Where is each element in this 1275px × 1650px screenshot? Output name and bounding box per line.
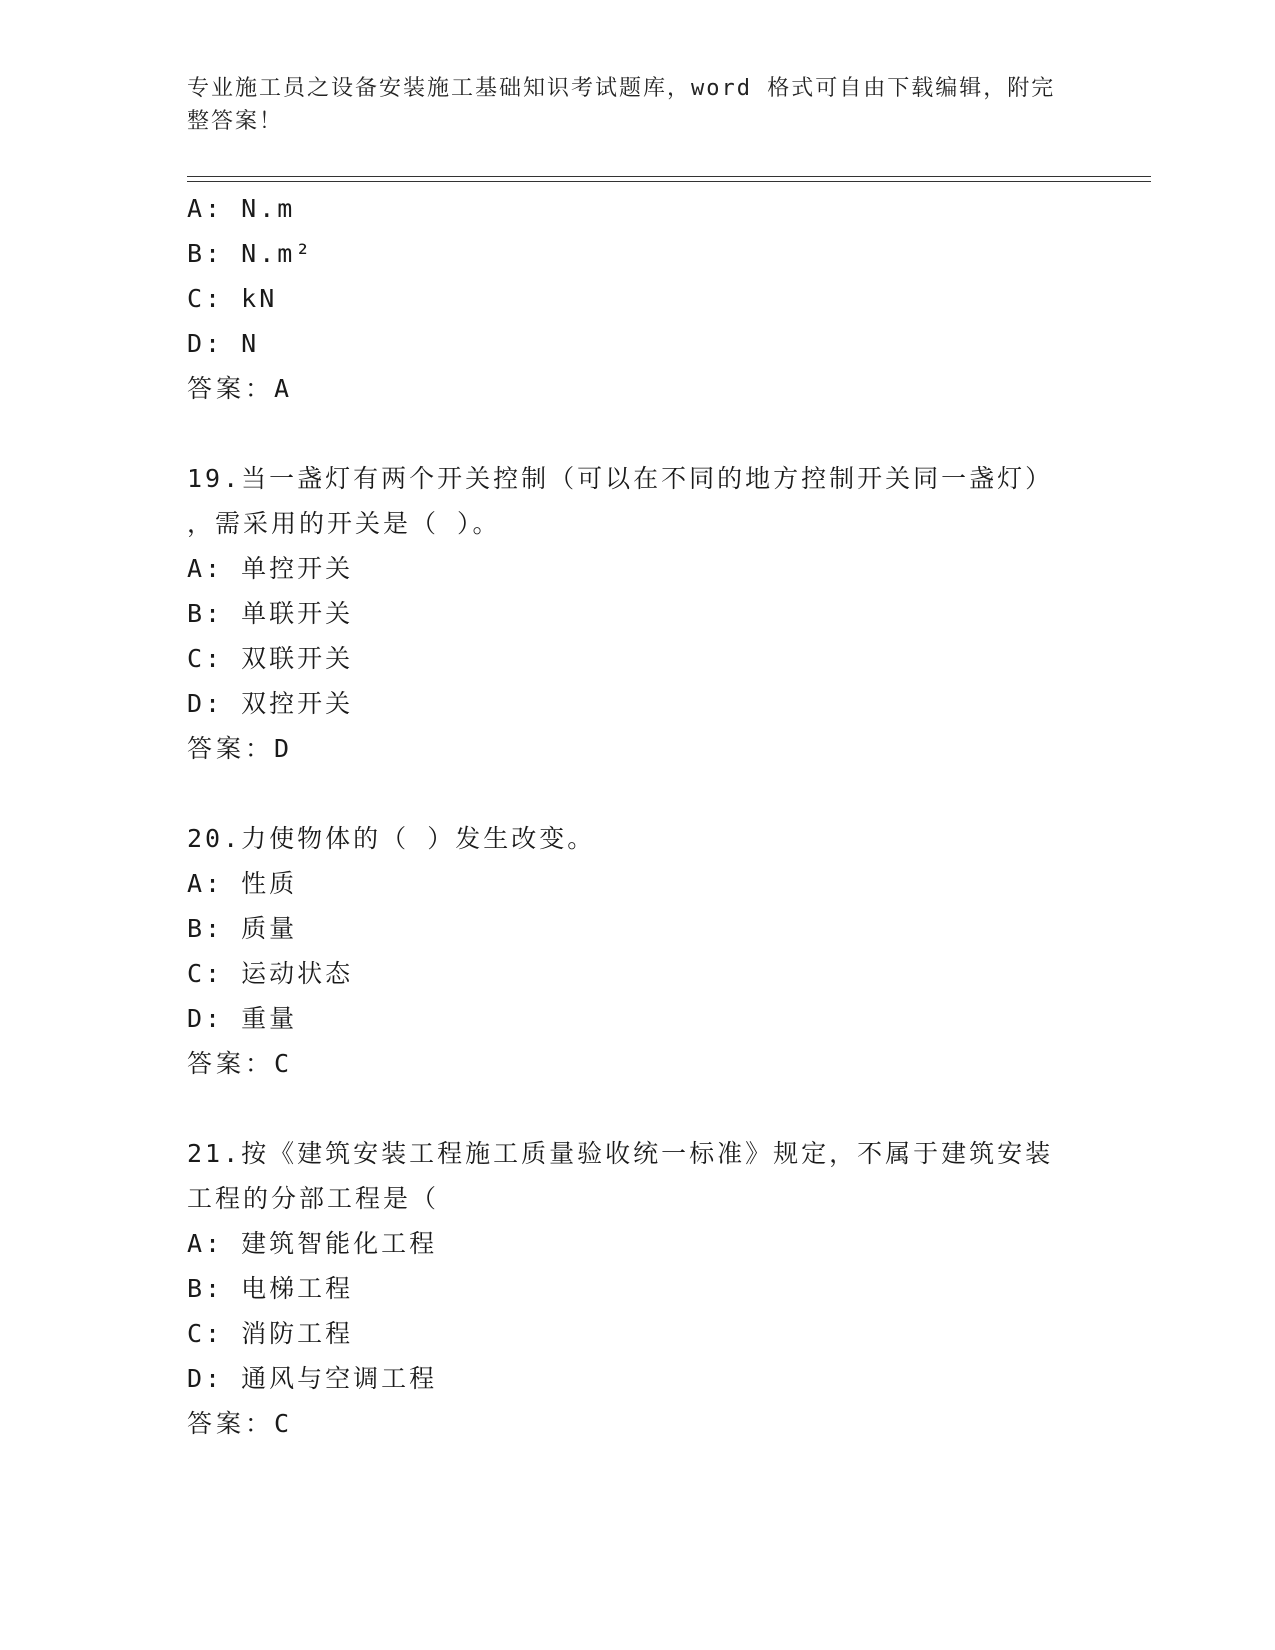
q18-option-d: D: N: [187, 329, 260, 358]
document-header: [187, 72, 1067, 138]
q21-stem-line-1: 21.按《建筑安装工程施工质量验收统一标准》规定，不属于建筑安装: [187, 1139, 1054, 1168]
q20-stem-line-1: 20.力使物体的（ ）发生改变。: [187, 824, 596, 853]
q19-option-a: A: 单控开关: [187, 554, 354, 583]
q21-option-a: A: 建筑智能化工程: [187, 1229, 438, 1258]
q20-answer-value: C: [274, 1049, 292, 1078]
q18-option-b: B: N.m²: [187, 239, 314, 268]
q19-option-b: B: 单联开关: [187, 599, 354, 628]
q18-answer-label: 答案：: [187, 374, 275, 403]
header-rule-top: [187, 176, 1151, 177]
q19-stem-line-1: 19.当一盏灯有两个开关控制（可以在不同的地方控制开关同一盏灯）: [187, 464, 1054, 493]
q20-option-b: B: 质量: [187, 914, 298, 943]
q20-answer-label: 答案：: [187, 1049, 275, 1078]
q21-answer: [187, 1408, 291, 1440]
q19-stem-line-2: ，需采用的开关是（ ）。: [187, 509, 501, 538]
q21-option-c: C: 消防工程: [187, 1319, 354, 1348]
q20-option-c: C: 运动状态: [187, 959, 354, 988]
q21-answer-value: C: [274, 1409, 292, 1438]
q21-option-d: D: 通风与空调工程: [187, 1364, 438, 1393]
q20-option-a: A: 性质: [187, 869, 298, 898]
q19-option-c: C: 双联开关: [187, 644, 354, 673]
q19-answer-value: D: [274, 734, 292, 763]
header-line-1: 专业施工员之设备安装施工基础知识考试题库，word 格式可自由下载编辑，附完: [187, 76, 1056, 101]
q19-answer-label: 答案：: [187, 734, 275, 763]
q18-answer-value: A: [274, 374, 292, 403]
q20-option-d: D: 重量: [187, 1004, 298, 1033]
header-line-2: 整答案！: [187, 109, 284, 134]
q21-answer-label: 答案：: [187, 1409, 275, 1438]
q21-stem-line-2: 工程的分部工程是（: [187, 1184, 440, 1213]
q19-answer: [187, 733, 291, 765]
q21-option-b: B: 电梯工程: [187, 1274, 354, 1303]
q19-option-d: D: 双控开关: [187, 689, 354, 718]
q18-option-a: A: N.m: [187, 194, 296, 223]
header-rule-bottom: [187, 181, 1151, 182]
q20-answer: [187, 1048, 291, 1080]
q18-answer: [187, 373, 291, 405]
q18-option-c: C: kN: [187, 284, 278, 313]
